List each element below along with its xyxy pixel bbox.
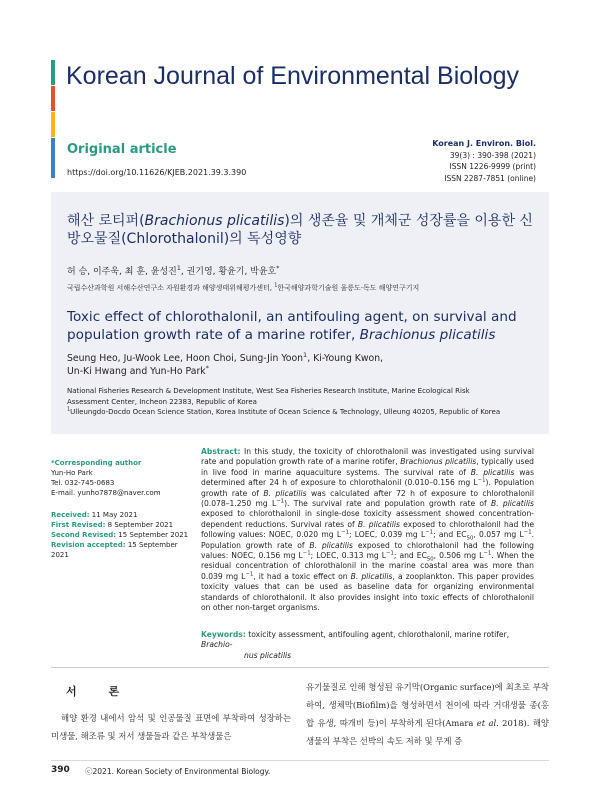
color-bar-yellow [51, 112, 55, 137]
korean-authors: 허 승, 이주욱, 최 훈, 윤성진$^1$, 권기영, 황윤기, 박윤호* [67, 265, 280, 277]
english-authors: Seung Heo, Ju-Wook Lee, Hoon Choi, Sung-Jin Yoon$^1$, Ki-Young Kwon, Un-Ki Hwang and Yun-Ho Park* [67, 350, 384, 377]
journal-title: Korean Journal of Environmental Biology [66, 62, 520, 90]
volume-pages: 39(3) : 390-398 (2021) [449, 150, 536, 160]
copyright-notice: ⓒ2021. Korean Society of Environmental Biology. [85, 767, 271, 776]
page-number: 390 [51, 765, 70, 775]
corresponding-author-name: Yun-Ho Park [51, 469, 93, 477]
article-info-sidebar [51, 458, 197, 560]
article-dates: Received: 11 May 2021 First Revised: 8 September 2021 Second Revised: 15 September 2021 Revision accepted: 15 September 2021 [51, 511, 189, 559]
section-heading-introduction: 서 론 [66, 685, 134, 698]
issn-print: ISSN 1226-9999 (print) [449, 162, 536, 171]
english-title: Toxic effect of chlorothalonil, an antifouling agent, on survival and population growth rate of a marine rotifer, Brachionus plicatilis [67, 309, 517, 343]
body-text-left-column: 해양 환경 내에서 암석 및 인공물질 표면에 부착하여 성장하는 미생물, 해조류 및 저서 생물들과 같은 부착생물은 [51, 713, 291, 741]
english-affiliation: National Fisheries Research & Development Institute, West Sea Fisheries Research Institute, Marine Ecological Risk Assessment Center, Incheon 22383, Republic of Korea $^1$Ulleungdo-Docdo Ocean Science Station, Korea Institute of Ocean Science & Technology, Ulleung 40205, Republic of Korea [67, 387, 501, 416]
body-text-right-column: 유기물질로 인해 형성된 유기막(Organic surface)에 최초로 부착하여, 생체막(Biofilm)을 형성하면서 천이에 따라 거대생물 종(홍합 유생, 따개비 등)이 부착하게 된다(Amara et al. 2018). 해양생물의 부착은 선박의 속도 저하 및 무게 증 [306, 682, 549, 746]
korean-affiliation: 국립수산과학원 서해수산연구소 자원환경과 해양생태위해평가센터, $^1$한국해양과학기술원 울릉도·독도 해양연구기지 [67, 282, 420, 292]
journal-abbreviation: Korean J. Environ. Biol. [432, 139, 536, 148]
citation-block [432, 138, 536, 184]
corresponding-author-label: *Corresponding author [51, 459, 142, 467]
keywords: Keywords: toxicity assessment, antifouling agent, chlorothalonil, marine rotifer, Brachio- nus plicatilis [201, 630, 510, 660]
footer-divider [51, 760, 549, 761]
color-bar-blue [51, 138, 55, 178]
corresponding-author-email[interactable]: E-mail. yunho7878@naver.com [51, 489, 161, 497]
korean-title: 해산 로티퍼(Brachionus plicatilis)의 생존율 및 개체군 성장률을 이용한 신방오물질(Chlorothalonil)의 독성영향 [67, 213, 533, 247]
article-type: Original article [67, 142, 177, 157]
abstract: Abstract: In this study, the toxicity of chlorothalonil was investigated using survival rate and population growth rate of a marine rotifer, Brachionus plicatilis, typically used in live food in marine aquaculture systems. The survival rate of B. plicatilis was determined after 24 h of exposure to chlorothalonil (0.010–0.156 mg $L^{-1}$). Population growth rate of B. plicatilis was calculated after 72 h of exposure to chlorothalonil (0.078–1.250 mg $L^{-1}$). The survival rate and population growth rate of B. plicatilis exposed to chlorothalonil in single-dose toxicity assessment showed concentration-dependent reductions. Survival rates of B. plicatilis exposed to chlorothalonil had the following values: NOEC, 0.020 mg $L^{-1}$; LOEC, 0.039 mg $L^{-1}$; and $EC_{50}$, 0.057 mg $L^{-1}$. Population growth rate of B. plicatilis exposed to chlorothalonil had the following values: NOEC, 0.156 mg $L^{-1}$; LOEC, 0.313 mg $L^{-1}$; and $EC_{50}$, 0.506 mg $L^{-1}$. When the residual concentration of chlorothalonil in the marine coastal area was more than 0.039 mg $L^{-1}$, it had a toxic effect on B. plicatilis, a zooplankton. This paper provides toxicity values that can be used as baseline data for organizing environmental standards of chlorothalonil. It also provides insight into toxic effects of chlorothalonil on other non-target organisms. [201, 447, 535, 613]
doi-link[interactable]: https://doi.org/10.11626/KJEB.2021.39.3.390 [67, 168, 247, 177]
corresponding-author-tel: Tel. 032-745-0683 [51, 479, 115, 487]
color-bar-red [51, 86, 55, 111]
color-bar-green [51, 60, 55, 85]
section-divider [51, 667, 549, 668]
issn-online: ISSN 2287-7851 (online) [444, 173, 536, 183]
